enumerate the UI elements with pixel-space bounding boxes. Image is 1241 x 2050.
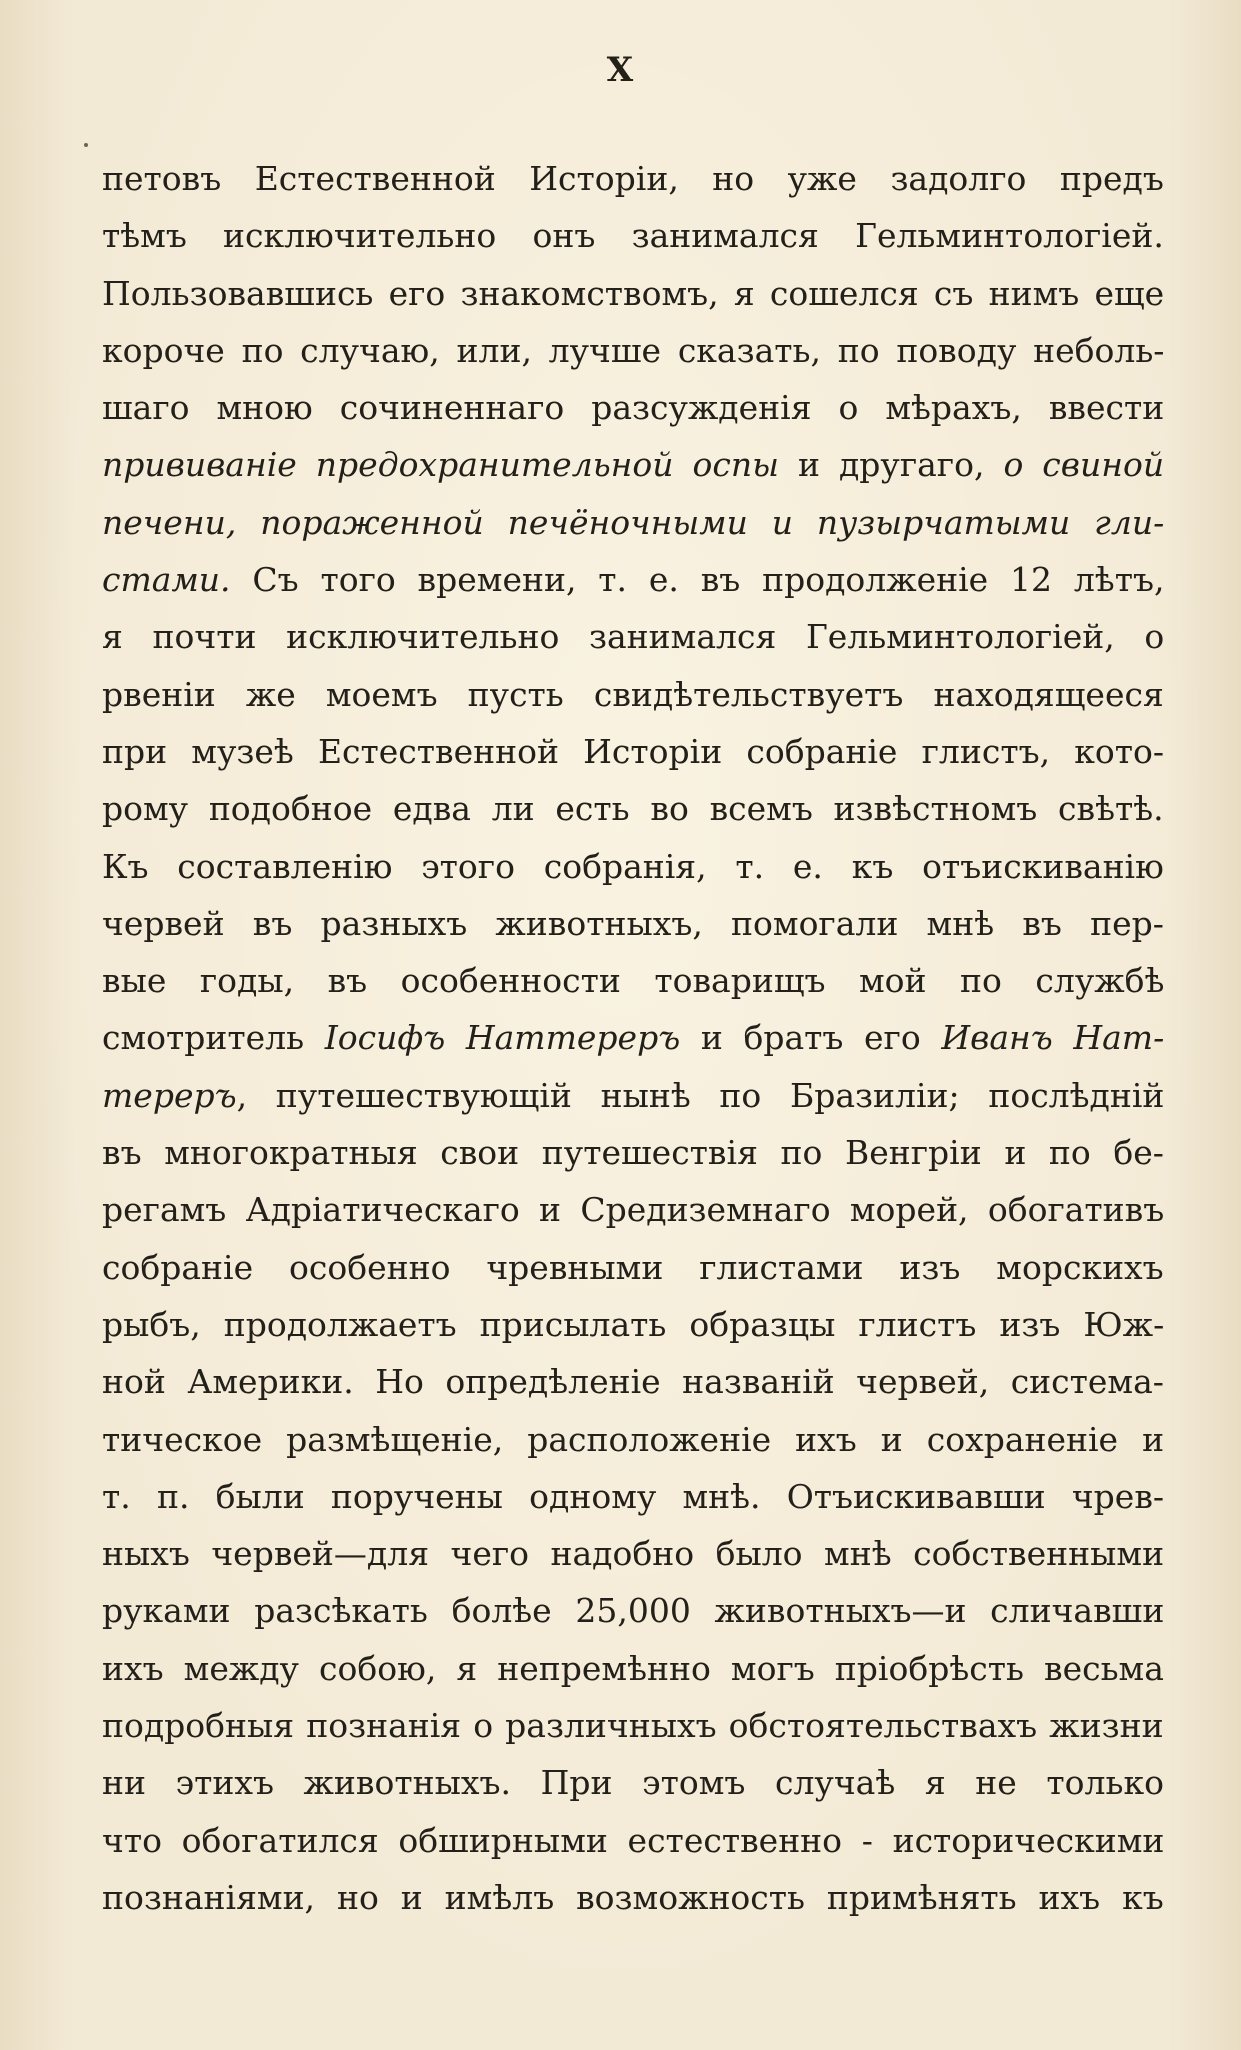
text-segment: тѣмъ исключительно онъ занимался Гельминтологіей. <box>102 216 1164 256</box>
text-line <box>102 436 1164 493</box>
text-segment: шаго мною сочиненнаго разсужденія о мѣрахъ, ввести <box>102 388 1164 428</box>
text-segment: рыбъ, продолжаетъ присылать образцы глистъ изъ Юж- <box>102 1304 1164 1344</box>
text-line <box>102 150 1164 207</box>
text-line <box>102 1582 1164 1639</box>
text-segment: петовъ Естественной Исторіи, но уже задолго предъ <box>102 159 1164 198</box>
text-line <box>102 1468 1164 1525</box>
text-line <box>102 1296 1164 1353</box>
italic-text-segment: о свиной <box>1003 445 1164 485</box>
italic-text-segment: тереръ <box>102 1075 237 1115</box>
text-line <box>102 1239 1164 1296</box>
text-segment: при музеѣ Естественной Исторіи собраніе глистъ, кото- <box>102 731 1164 771</box>
text-segment: короче по случаю, или, лучше сказать, по поводу неболь- <box>102 330 1164 370</box>
text-line <box>102 1869 1164 1926</box>
text-line <box>102 1754 1164 1811</box>
italic-text-segment: печени, пораженной печёночными и пузырчатыми гли- <box>102 502 1164 542</box>
text-segment: познаніями, но и имѣлъ возможность примѣнять ихъ къ <box>102 1877 1164 1917</box>
body-text <box>102 150 1164 1926</box>
italic-text-segment: прививаніе предохранительной оспы <box>102 445 779 485</box>
text-segment: вые годы, въ особенности товарищъ мой по службѣ <box>102 961 1164 1001</box>
text-line <box>102 1525 1164 1582</box>
text-line <box>102 1812 1164 1869</box>
text-line <box>102 1009 1164 1066</box>
print-speck <box>84 143 88 147</box>
text-line <box>102 780 1164 837</box>
text-line <box>102 265 1164 322</box>
text-segment: , путешествующій нынѣ по Бразиліи; послѣдній <box>236 1075 1164 1115</box>
text-segment: червей въ разныхъ животныхъ, помогали мнѣ въ пер- <box>102 903 1164 943</box>
text-segment: что обогатился обширными естественно - историческими <box>102 1820 1164 1860</box>
text-segment: и другаго, <box>779 445 1004 485</box>
text-line <box>102 1697 1164 1754</box>
text-segment: Съ того времени, т. е. въ продолженіе 12 лѣтъ, <box>230 560 1164 600</box>
text-segment: ни этихъ животныхъ. При этомъ случаѣ я не только <box>102 1763 1164 1803</box>
text-segment: подробныя познанія о различныхъ обстоятельствахъ жизни <box>102 1706 1164 1746</box>
text-segment: т. п. были поручены одному мнѣ. Отъискивавши чрев- <box>102 1476 1164 1516</box>
text-segment: Пользовавшись его знакомствомъ, я сошелся съ нимъ еще <box>102 273 1164 313</box>
text-segment: въ многократныя свои путешествія по Венгріи и по бе- <box>102 1133 1164 1173</box>
text-segment: смотритель <box>102 1018 325 1058</box>
text-line <box>102 1411 1164 1468</box>
text-line <box>102 494 1164 551</box>
text-line <box>102 608 1164 665</box>
italic-text-segment: Иванъ Нат- <box>941 1018 1164 1058</box>
text-segment: и братъ его <box>680 1018 942 1058</box>
text-line <box>102 1640 1164 1697</box>
text-segment: собраніе особенно чревными глистами изъ морскихъ <box>102 1247 1164 1287</box>
text-line <box>102 723 1164 780</box>
text-line <box>102 838 1164 895</box>
text-segment: рвеніи же моемъ пусть свидѣтельствуетъ находящееся <box>102 674 1164 714</box>
text-segment: Къ составленію этого собранія, т. е. къ отъискиванію <box>102 846 1164 886</box>
text-line <box>102 952 1164 1009</box>
text-segment: я почти исключительно занимался Гельминтологіей, о <box>102 617 1164 657</box>
text-segment: тическое размѣщеніе, расположеніе ихъ и сохраненіе и <box>102 1419 1164 1459</box>
text-line <box>102 1353 1164 1410</box>
text-segment: ной Америки. Но опредѣленіе названій червей, система- <box>102 1362 1164 1402</box>
italic-text-segment: Іосифъ Наттереръ <box>324 1018 681 1058</box>
text-line <box>102 895 1164 952</box>
text-line <box>102 379 1164 436</box>
page-number: X <box>606 50 635 90</box>
text-line <box>102 207 1164 264</box>
text-line <box>102 322 1164 379</box>
text-segment: руками разсѣкать болѣе 25,000 животныхъ—и сличавши <box>102 1591 1164 1631</box>
text-segment: рому подобное едва ли есть во всемъ извѣстномъ свѣтѣ. <box>102 789 1164 829</box>
text-segment: регамъ Адріатическаго и Средиземнаго морей, обогативъ <box>102 1190 1164 1230</box>
text-line <box>102 1181 1164 1238</box>
text-line <box>102 551 1164 608</box>
text-line <box>102 1124 1164 1181</box>
text-segment: ихъ между собою, я непремѣнно могъ пріобрѣсть весьма <box>102 1648 1164 1688</box>
text-segment: ныхъ червей—для чего надобно было мнѣ собственными <box>102 1534 1164 1574</box>
italic-text-segment: стами. <box>102 560 231 600</box>
text-line <box>102 1067 1164 1124</box>
text-line <box>102 666 1164 723</box>
